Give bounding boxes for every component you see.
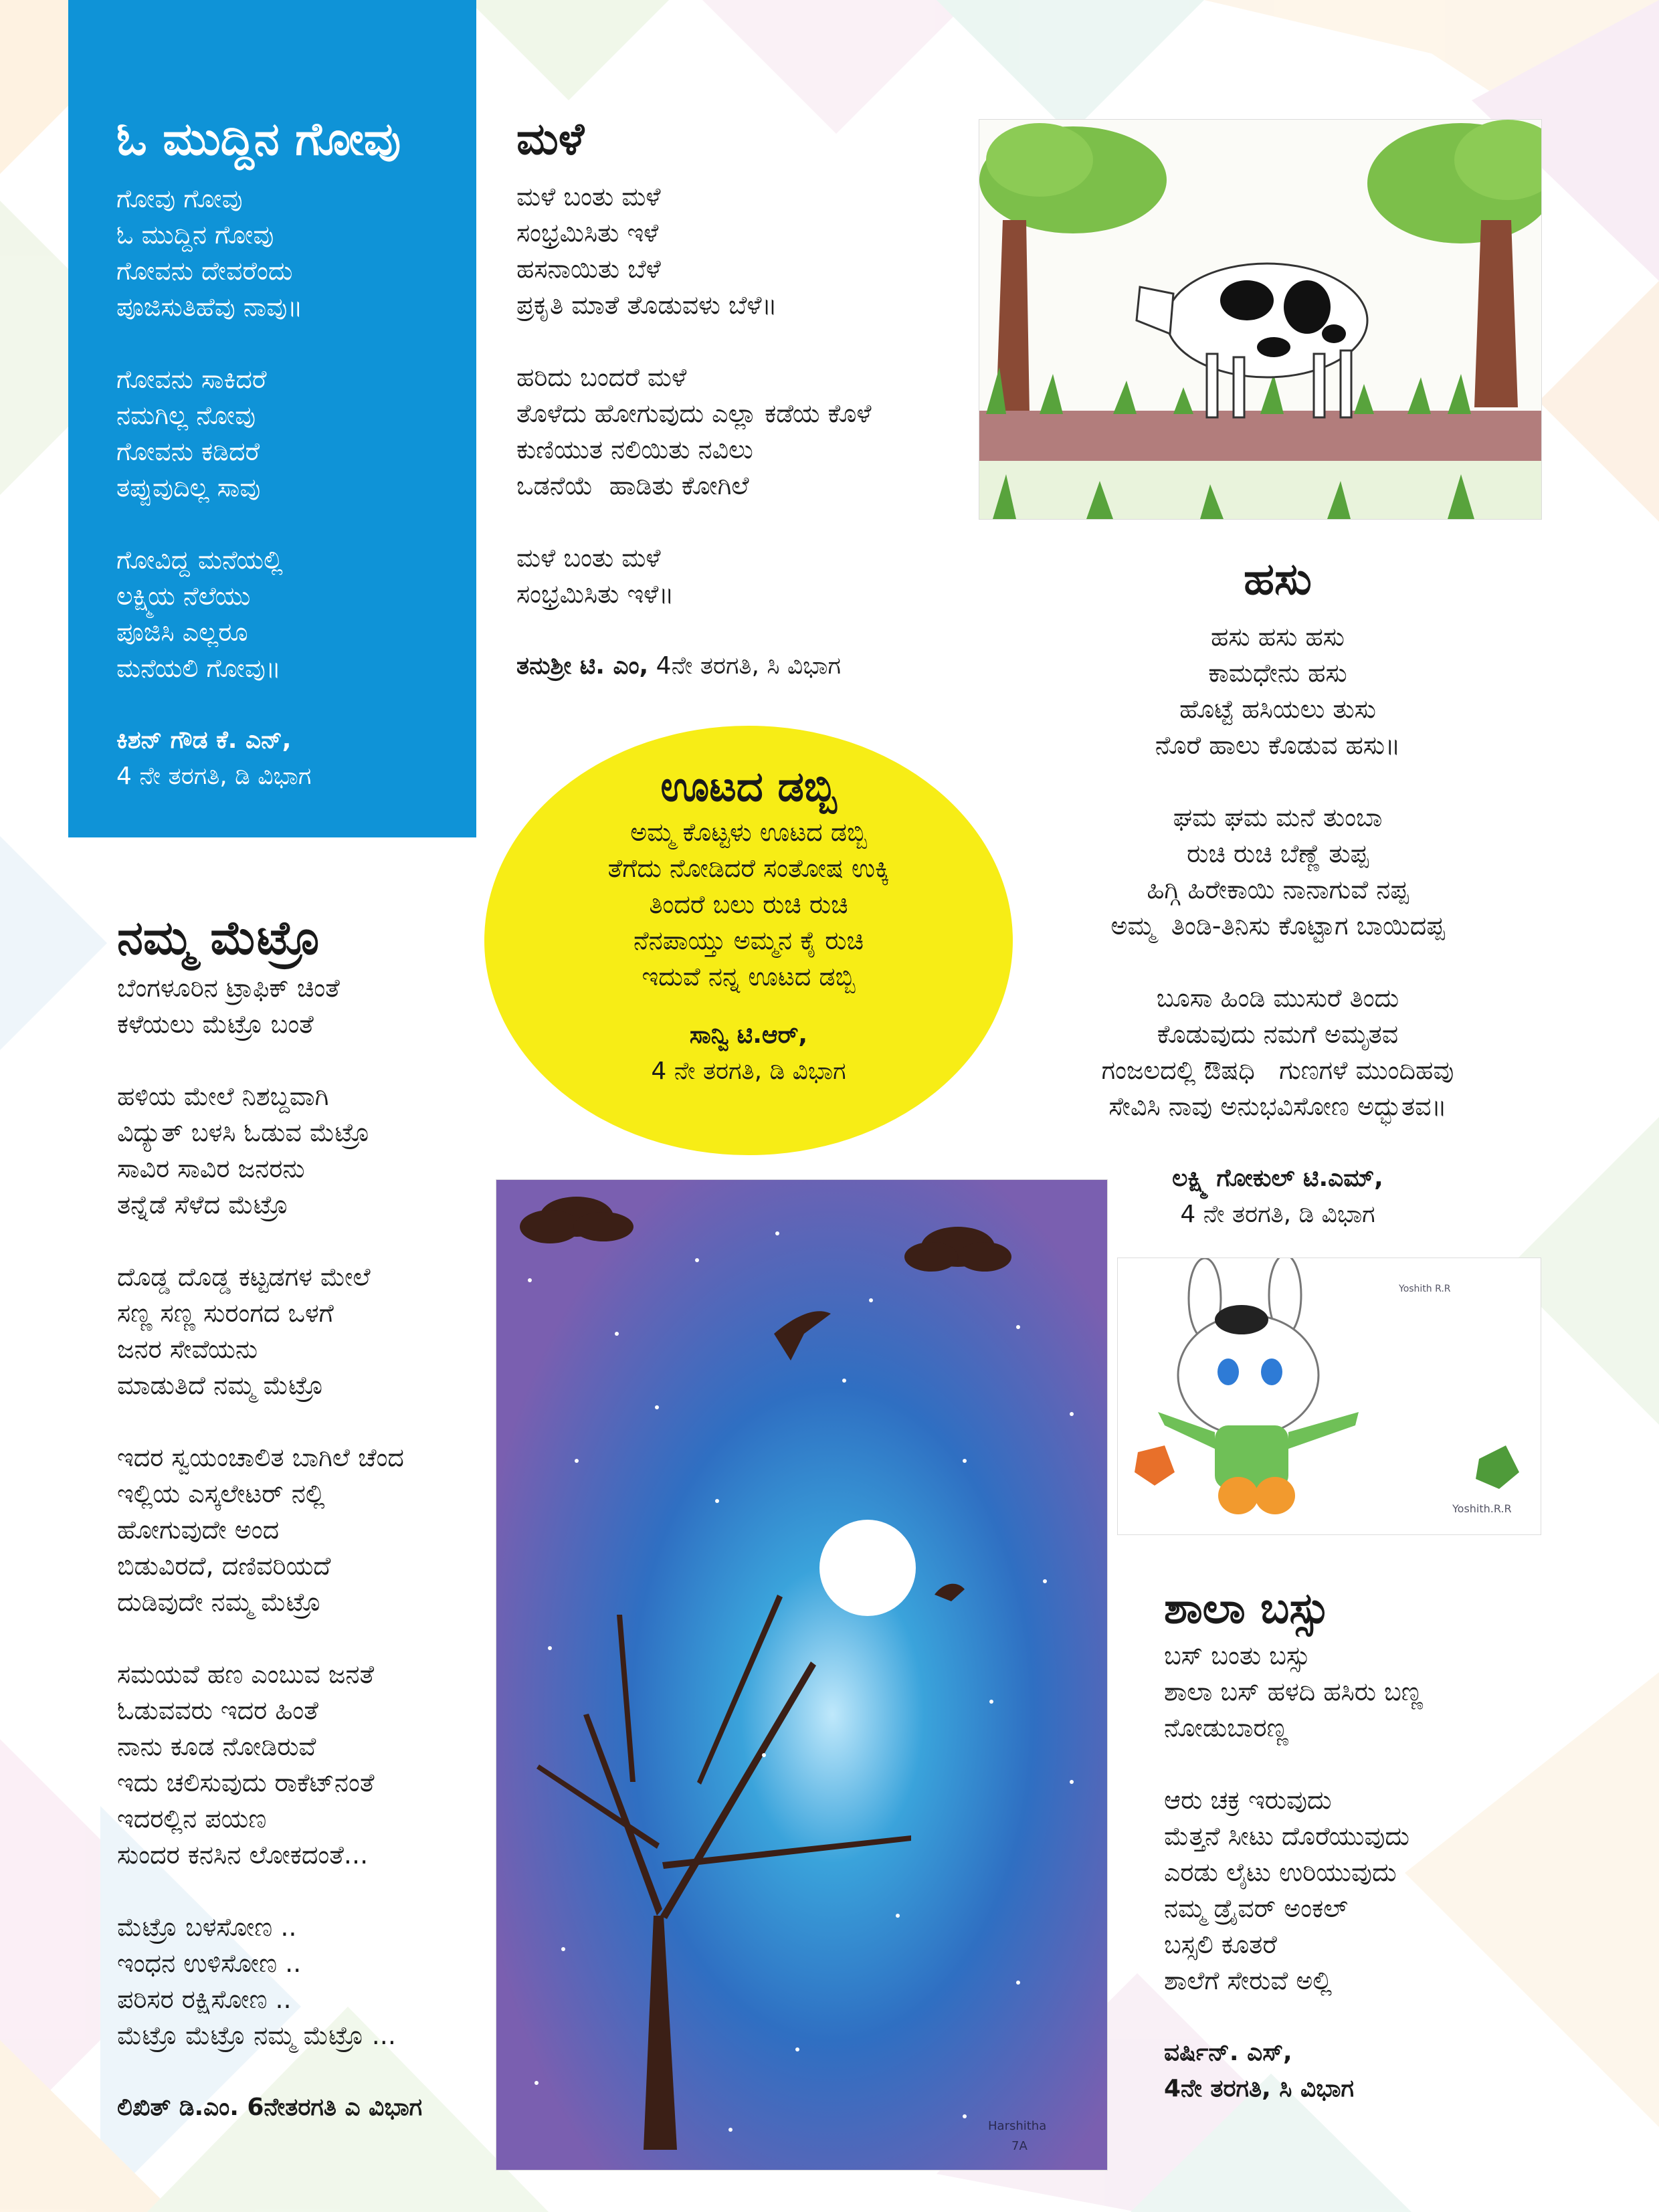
poem-line: ಘಮ ಘಮ ಮನೆ ತುಂಬಾ bbox=[1173, 803, 1383, 833]
poem-line: ಹಿಗ್ಗಿ ಹಿರೇಕಾಯಿ ನಾನಾಗುವೆ ನಪ್ಪ bbox=[1147, 875, 1409, 905]
poem-line: ಪ್ರಕೃತಿ ಮಾತೆ ತೊಡುವಳು ಬೆಳೆ॥ bbox=[516, 290, 777, 320]
poem-line: ಇಂಧನ ಉಳಿಸೋಣ .. bbox=[117, 1948, 302, 1978]
poem-line: ನೋಡುಬಾರಣ್ಣ bbox=[1164, 1712, 1288, 1742]
poem-line: ಗಂಜಲದಲ್ಲಿ ಔಷಧಿ ಗುಣಗಳೆ ಮುಂದಿಹವು bbox=[1101, 1055, 1454, 1086]
poem-author-class: 4 ನೇ ತರಗತಿ, ಡಿ ವಿಭಾಗ bbox=[651, 1058, 846, 1086]
poem-line: ಶಾಲಾ ಬಸ್ ಹಳದಿ ಹಸಿರು ಬಣ್ಣ bbox=[1164, 1676, 1424, 1706]
poem-title: ಊಟದ ಡಬ್ಬಿ bbox=[660, 762, 837, 811]
poem-line: ಓ ಮುದ್ದಿನ ಗೋವು bbox=[116, 219, 274, 249]
poem-line: ಒಡನೆಯೆ ಹಾಡಿತು ಕೋಗಿಲೆ bbox=[516, 471, 749, 501]
poem-line: ಆರು ಚಕ್ರ ಇರುವುದು bbox=[1164, 1785, 1332, 1815]
poem-line: ಗೋವಿದ್ದ ಮನೆಯಲ್ಲಿ bbox=[116, 544, 283, 575]
poem-line: ಹಸನಾಯಿತು ಬೆಳೆ bbox=[516, 254, 661, 284]
poem-line: ತನ್ನೆಡೆ ಸೆಳೆದ ಮೆಟ್ರೊ bbox=[117, 1190, 289, 1219]
poem-title: ಮಳೆ bbox=[516, 113, 585, 165]
poem-line: ಅಮ್ಮ ತಿಂಡಿ-ತಿನಿಸು ಕೊಟ್ಟಾಗ ಬಾಯಿದಪ್ಪ bbox=[1110, 911, 1445, 941]
cow-drawing-art bbox=[979, 120, 1541, 519]
poem-line: ಓಡುವವರು ಇದರ ಹಿಂತೆ bbox=[117, 1696, 318, 1725]
night-painting-art bbox=[496, 1180, 1107, 2170]
poem-line: ತಿಂದರೆ ಬಲು ರುಚಿ ರುಚಿ bbox=[649, 890, 848, 920]
poem-author bbox=[516, 648, 872, 684]
poem-line: ಹರಿದು ಬಂದರೆ ಮಳೆ bbox=[516, 363, 687, 393]
poem-line: ಮಾಡುತಿದೆ ನಮ್ಮ ಮೆಟ್ರೊ bbox=[117, 1371, 324, 1400]
poem-line: ಪೂಜಿಸುತಿಹೆವು ನಾವು॥ bbox=[116, 292, 303, 322]
poem-line: ಲಕ್ಷ್ಮಿಯ ನೆಲೆಯು bbox=[116, 581, 251, 611]
poem-shala-bassu bbox=[1164, 1583, 1423, 2107]
poem-line: ಪೂಜಿಸಿ ಎಲ್ಲರೂ bbox=[116, 617, 248, 647]
poem-line: ಪರಿಸರ ರಕ್ಷಿಸೋಣ .. bbox=[117, 1985, 292, 2014]
poem-line: ಮನೆಯಲಿ ಗೋವು॥ bbox=[116, 653, 281, 683]
poem-line: ನಮ್ಮ ಡ್ರೈವರ್ ಅಂಕಲ್ bbox=[1164, 1893, 1349, 1923]
poem-line: ಕಳೆಯಲು ಮೆಟ್ರೊ ಬಂತೆ bbox=[117, 1009, 314, 1039]
poem-line: ಗೋವನು ದೇವರೆಂದು bbox=[116, 256, 293, 286]
poem-author: ಲಿಖಿತ್ ಡಿ.ಎಂ. 6ನೇತರಗತಿ ಎ ವಿಭಾಗ bbox=[117, 2094, 423, 2121]
poem-title: ನಮ್ಮ ಮೆಟ್ರೊ bbox=[117, 910, 322, 965]
poem-stanza bbox=[116, 181, 401, 325]
poem-line: ಕುಣಿಯುತ ನಲಿಯಿತು ನವಿಲು bbox=[516, 435, 753, 465]
poem-line: ವಿದ್ಯುತ್ ಬಳಸಿ ಓಡುವ ಮೆಟ್ರೊ bbox=[117, 1118, 370, 1147]
poem-line: ಬಸ್ ಬಂತು ಬಸ್ಸು bbox=[1164, 1640, 1310, 1670]
poem-line: ಮಳೆ ಬಂತು ಮಳೆ bbox=[516, 182, 661, 212]
poem-namma-metro bbox=[117, 910, 422, 2126]
poem-husu bbox=[1020, 552, 1535, 1233]
poem-author: ಲಕ್ಷ್ಮಿ ಗೋಕುಲ್ ಟಿ.ಎಮ್, bbox=[1172, 1165, 1383, 1193]
poem-author-name: ತನುಶ್ರೀ ಟಿ. ಎಂ, bbox=[516, 652, 649, 680]
poem-line: ಸಂಭ್ರಮಿಸಿತು ಇಳೆ bbox=[516, 218, 659, 248]
signature-name: Harshitha bbox=[988, 2119, 1047, 2133]
poem-line: ತೆಗೆದು ನೋಡಿದರೆ ಸಂತೋಷ ಉಕ್ಕಿ bbox=[607, 853, 890, 884]
poem-line: ಬೆಂಗಳೂರಿನ ಟ್ರಾಫಿಕ್ ಚಿಂತೆ bbox=[117, 973, 340, 1003]
poem-line: ನೊರೆ ಹಾಲು ಕೊಡುವ ಹಸು॥ bbox=[1155, 730, 1401, 761]
signature-class: 7A bbox=[1011, 2139, 1028, 2153]
poem-line: ಶಾಲೆಗೆ ಸೇರುವೆ ಅಲ್ಲಿ bbox=[1164, 1965, 1333, 1995]
poem-line: ದೊಡ್ಡ ದೊಡ್ಡ ಕಟ್ಟಡಗಳ ಮೇಲೆ bbox=[117, 1262, 371, 1292]
poem-line: ಎರಡು ಲೈಟು ಉರಿಯುವುದು bbox=[1164, 1857, 1397, 1887]
poem-line: ಕೊಡುವುದು ನಮಗೆ ಅಮೃತವ bbox=[1157, 1019, 1399, 1049]
poem-line: ಬೂಸಾ ಹಿಂಡಿ ಮುಸುರೆ ತಿಂದು bbox=[1156, 983, 1399, 1013]
cow-drawing bbox=[979, 119, 1542, 520]
poem-line: ರುಚಿ ರುಚಿ ಬೆಣ್ಣೆ ತುಪ್ಪ bbox=[1187, 839, 1369, 869]
poem-line: ನೆನಪಾಯ್ತು ಅಮ್ಮನ ಕೈ ರುಚಿ bbox=[633, 926, 864, 956]
poem-line: ಗೋವನು ಕಡಿದರೆ bbox=[116, 436, 260, 466]
poem-line: ಸಣ್ಣ ಸಣ್ಣ ಸುರಂಗದ ಒಳಗೆ bbox=[117, 1298, 334, 1328]
poem-author-class: 4ನೇ ತರಗತಿ, ಸಿ ವಿಭಾಗ bbox=[648, 652, 841, 680]
poem-title: ಶಾಲಾ ಬಸ್ಸು bbox=[1164, 1584, 1330, 1633]
poem-line: ಹಸು ಹಸು ಹಸು bbox=[1211, 622, 1345, 652]
poem-line: ತಪ್ಪುವುದಿಲ್ಲ ಸಾವು bbox=[116, 472, 261, 502]
poem-line: ಜನರ ಸೇವೆಯನು bbox=[117, 1334, 258, 1364]
poem-title: ಹಸು bbox=[1244, 553, 1312, 605]
poem-line: ದುಡಿವುದೇ ನಮ್ಮ ಮೆಟ್ರೊ bbox=[117, 1587, 322, 1617]
rabbit-top-label: Yoshith R.R bbox=[1399, 1284, 1451, 1294]
poem-line: ನಾನು ಕೂಡ ನೋಡಿರುವೆ bbox=[117, 1732, 316, 1761]
poem-card-o-muddina-govu bbox=[68, 0, 476, 837]
poem-line: ಮೆತ್ತನೆ ಸೀಟು ದೊರೆಯುವುದು bbox=[1164, 1821, 1409, 1851]
poem-line: ಕಾಮಧೇನು ಹಸು bbox=[1208, 658, 1347, 688]
poem-line: ಸೇವಿಸಿ ನಾವು ಅನುಭವಿಸೋಣ ಅದ್ಭುತವ॥ bbox=[1108, 1092, 1447, 1122]
poem-line: ಬಸ್ಸಲಿ ಕೂತರೆ bbox=[1164, 1929, 1277, 1959]
poem-author-class: 4 ನೇ ತರಗತಿ, ಡಿ ವಿಭಾಗ bbox=[116, 762, 312, 790]
rabbit-signature: Yoshith.R.R bbox=[1452, 1502, 1512, 1515]
rabbit-drawing bbox=[1117, 1258, 1541, 1535]
night-painting bbox=[496, 1179, 1108, 2171]
poem-line: ಹಳಿಯ ಮೇಲೆ ನಿಶಬ್ದವಾಗಿ bbox=[117, 1082, 329, 1111]
poem-line: ನಮಗಿಲ್ಲ ನೋವು bbox=[116, 400, 256, 430]
poem-author: ವರ್ಷಿನ್. ಎಸ್, bbox=[1164, 2038, 1292, 2066]
poem-line: ಇಲ್ಲಿಯ ಎಸ್ಕಲೇಟರ್ ನಲ್ಲಿ bbox=[117, 1479, 325, 1508]
poem-title: ಓ ಮುದ್ದಿನ ಗೋವು bbox=[116, 113, 401, 166]
poem-line: ಇದು ಚಲಿಸುವುದು ರಾಕೆಟ್‌ನಂತೆ bbox=[117, 1768, 375, 1797]
poem-card-oota-dabbi bbox=[484, 726, 1013, 1155]
poem-stanza bbox=[116, 542, 401, 686]
poem-line: ಅಮ್ಮ ಕೊಟ್ಟಳು ಊಟದ ಡಬ್ಬಿ bbox=[630, 817, 867, 847]
poem-author: ಸಾನ್ವಿ ಟಿ.ಆರ್, bbox=[689, 1021, 808, 1049]
poem-line: ಹೊಟ್ಟೆ ಹಸಿಯಲು ತುಸು bbox=[1179, 694, 1376, 724]
poem-author-class: 4 ನೇ ತರಗತಿ, ಡಿ ವಿಭಾಗ bbox=[1180, 1201, 1375, 1229]
rabbit-drawing-art bbox=[1118, 1258, 1541, 1534]
poem-line: ಮಳೆ ಬಂತು ಮಳೆ bbox=[516, 543, 661, 573]
poem-line: ಸಮಯವೆ ಹಣ ಎಂಬುವ ಜನತೆ bbox=[117, 1660, 375, 1689]
poem-stanza bbox=[116, 361, 401, 506]
poem-author: ಕಿಶನ್ ಗೌಡ ಕೆ. ಎನ್, bbox=[116, 726, 292, 754]
poem-line: ಗೋವನು ಸಾಕಿದರೆ bbox=[116, 364, 267, 394]
poem-line: ತೊಳೆದು ಹೋಗುವುದು ಎಲ್ಲಾ ಕಡೆಯ ಕೊಳೆ bbox=[516, 399, 872, 429]
poem-male bbox=[516, 112, 872, 684]
poem-line: ಸಾವಿರ ಸಾವಿರ ಜನರನು bbox=[117, 1154, 305, 1183]
poem-line: ಇದುವೆ ನನ್ನ ಊಟದ ಡಬ್ಬಿ bbox=[642, 962, 856, 992]
poem-author-class: 4ನೇ ತರಗತಿ, ಸಿ ವಿಭಾಗ bbox=[1164, 2074, 1354, 2102]
poem-line: ಗೋವು ಗೋವು bbox=[116, 183, 243, 213]
poem-line: ಇದರ ಸ್ವಯಂಚಾಲಿತ ಬಾಗಿಲೆ ಚೆಂದ bbox=[117, 1443, 404, 1472]
poem-line: ಮೆಟ್ರೊ ಬಳಸೋಣ .. bbox=[117, 1912, 297, 1942]
poem-line: ಹೋಗುವುದೇ ಅಂದ bbox=[117, 1515, 280, 1544]
poem-line: ಸಂಭ್ರಮಿಸಿತು ಇಳೆ॥ bbox=[516, 579, 674, 609]
poem-line: ಸುಂದರ ಕನಸಿನ ಲೋಕದಂತೆ... bbox=[117, 1840, 369, 1870]
poem-line: ಇದರಲ್ಲಿನ ಪಯಣ bbox=[117, 1804, 267, 1833]
poem-line: ಬಿಡುವಿರದೆ, ದಣಿವರಿಯದೆ bbox=[117, 1551, 331, 1581]
poem-line: ಮೆಟ್ರೊ ಮೆಟ್ರೊ ನಮ್ಮ ಮೆಟ್ರೊ ... bbox=[117, 2021, 396, 2050]
